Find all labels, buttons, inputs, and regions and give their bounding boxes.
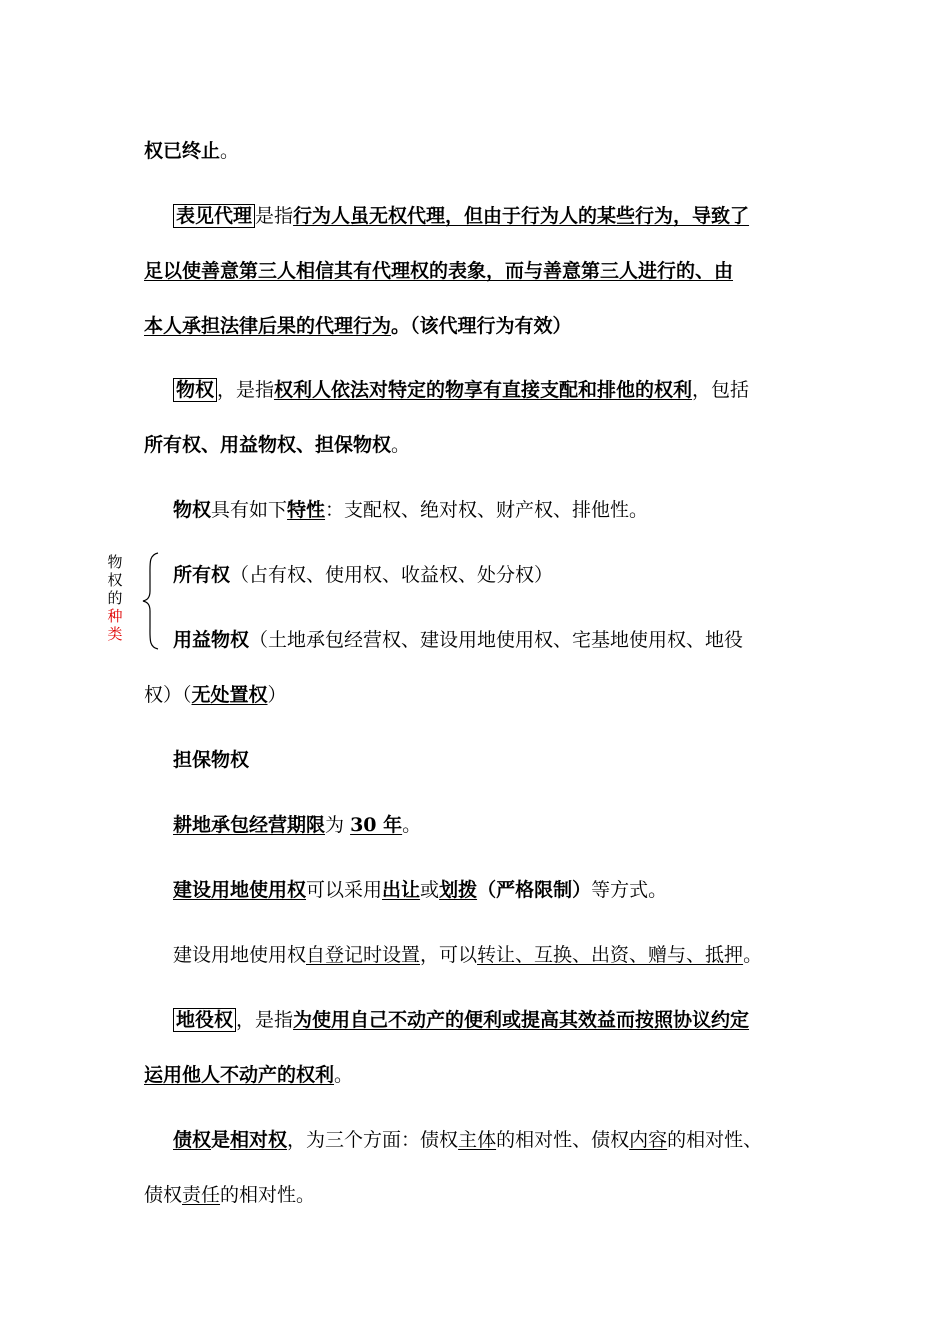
text: 转让、互换、出资、赠与、抵押 [477,944,744,966]
text: 债权 [173,1129,212,1151]
text: 为 [325,814,351,836]
text: 30 年 [350,814,403,836]
text: 是 [211,1129,231,1151]
text: 等方式。 [591,879,668,901]
paragraph-easement-line2 [144,1062,353,1088]
side-char-highlight: 类 [107,625,123,643]
text: 所有权 [173,564,231,586]
text: 出让 [382,879,421,901]
kind-security: 担保物权 [173,749,250,771]
text: 建设用地使用权 [173,879,307,901]
paragraph-apparent-agency-line3 [144,313,572,339]
text: 为使用自己不动产的便利或提高其效益而按照协议约定 [293,1009,750,1031]
text: 责任 [182,1184,221,1206]
text: 物权 [173,499,212,521]
term-box: 表见代理 [173,204,255,228]
text: ，为三个方面：债权 [287,1129,459,1151]
text: 权利人依法对特定的物享有直接支配和排他的权利 [274,379,693,401]
paragraph-claim-right-line2 [144,1182,315,1208]
text: 具有如下 [211,499,288,521]
text: ，可以 [420,944,478,966]
text: 所有权、用益物权、担保物权 [144,434,392,456]
paragraph-apparent-agency-line2: 足以使善意第三人相信其有代理权的表象，而与善意第三人进行的、由 [144,260,734,282]
paragraph-apparent-agency-line1 [173,203,749,229]
term-box: 地役权 [173,1008,236,1032]
text: 行为人虽无权代理，但由于行为人的某些行为，导致了 [293,205,750,227]
paragraph-construction-land-methods [173,877,667,903]
text: 的相对性。 [220,1184,316,1206]
text: 债权 [144,1184,183,1206]
text: 用益物权 [173,629,250,651]
text: 无处置权 [191,684,268,706]
text: 权）（ [144,684,192,706]
text: 的相对性、债权 [496,1129,630,1151]
text: 相对权 [230,1129,288,1151]
text: ，是指 [236,1009,294,1031]
term-box: 物权 [173,378,217,402]
text: 。 [402,814,422,836]
text: 特性 [287,499,326,521]
kind-ownership [173,562,553,588]
text: 权已终止 [144,140,221,162]
side-char-highlight: 种 [107,607,123,625]
paragraph-construction-land-transfer [173,942,762,968]
curly-brace [140,551,162,651]
text: 或 [420,879,440,901]
text: 。 [743,944,763,966]
text: 。 [391,434,411,456]
paragraph-real-right-line1 [173,377,749,403]
text: （严格限制） [477,879,592,901]
side-label-kinds [106,553,124,643]
text: 可以采用 [306,879,383,901]
kind-usufruct-line1 [173,627,743,653]
text: 。 [220,140,240,162]
text: 本人承担法律后果的代理行为 [144,315,392,337]
paragraph-claim-right-line1 [173,1127,762,1153]
side-char: 权 [107,571,123,589]
text: 运用他人不动产的权利 [144,1064,335,1086]
side-char: 物 [107,553,123,571]
text: ，是指 [217,379,275,401]
text: 自登记时设置 [306,944,421,966]
paragraph-easement-line1 [173,1007,749,1033]
text: ） [267,684,287,706]
text: 是指 [255,205,294,227]
text: ：支配权、绝对权、财产权、排他性。 [325,499,649,521]
text: 主体 [458,1129,497,1151]
kind-usufruct-line2 [144,682,287,708]
paragraph-real-right-features [173,497,648,523]
side-char: 的 [107,589,123,607]
paragraph-real-right-line2 [144,432,410,458]
text: ，包括 [692,379,750,401]
text: 。（该代理行为有效） [391,315,572,337]
paragraph-authority-terminated [144,138,239,164]
text: 。 [334,1064,354,1086]
text: 划拨 [439,879,478,901]
text: 建设用地使用权 [173,944,307,966]
text: 内容 [629,1129,668,1151]
text: （占有权、使用权、收益权、处分权） [230,564,554,586]
paragraph-farmland-term [173,812,421,838]
text: （土地承包经营权、建设用地使用权、宅基地使用权、地役 [249,629,744,651]
text: 耕地承包经营期限 [173,814,326,836]
text: 的相对性、 [667,1129,763,1151]
